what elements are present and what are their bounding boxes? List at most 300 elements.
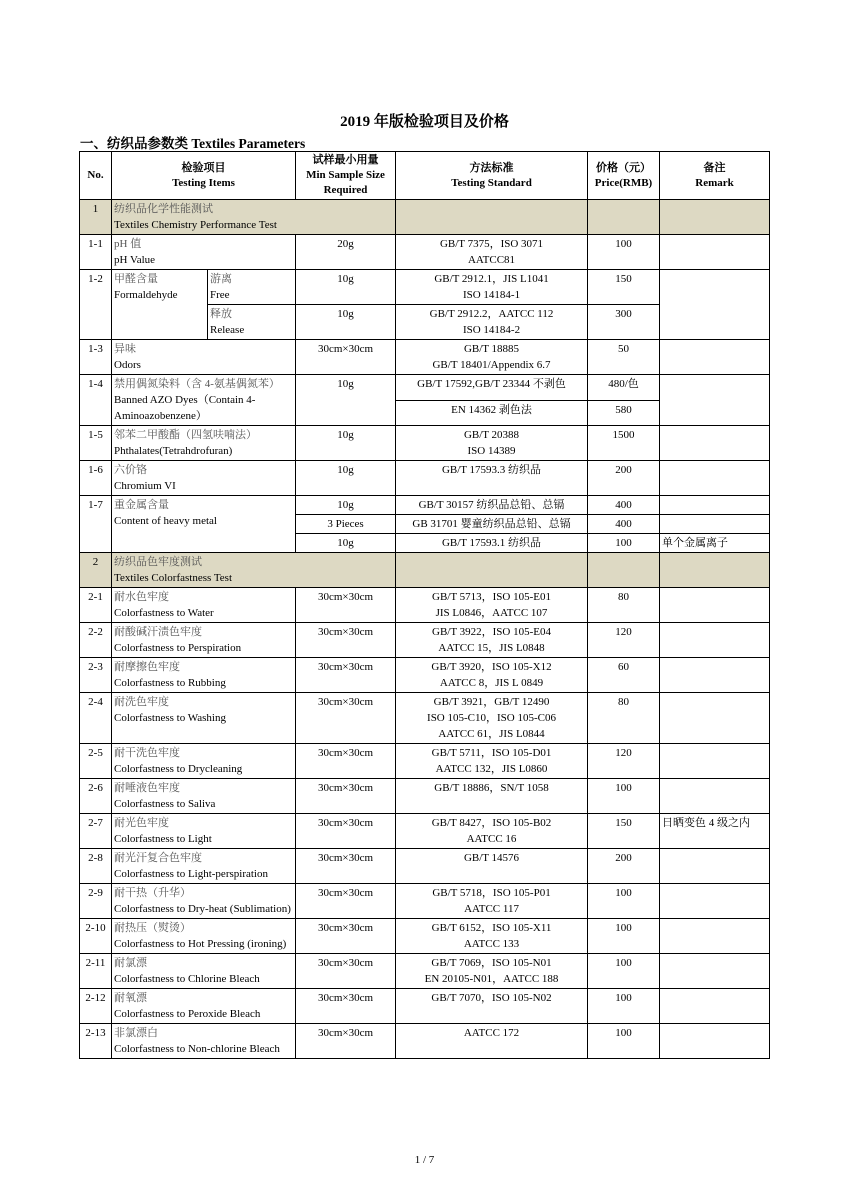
standard-line: EN 14362 剥色法: [451, 403, 532, 416]
item-name: [112, 814, 296, 849]
standard-line: GB/T 18886，SN/T 1058: [434, 782, 549, 794]
row-no-text: 1-3: [88, 343, 103, 355]
standard-line: AATCC 172: [463, 1027, 520, 1039]
testing-standard: [396, 235, 588, 270]
sample-size-text: 30cm×30cm: [317, 626, 374, 638]
header-price: 价格（元） Price(RMB): [588, 152, 660, 200]
item-name-zh: 耐氯漂: [114, 957, 147, 969]
standard-line: GB/T 17592,GB/T 23344 不剥色: [417, 378, 566, 390]
sample-size: [296, 461, 396, 496]
standard-line: ISO 14389: [467, 445, 516, 457]
item-name-zh: 六价铬: [114, 464, 147, 476]
item-name: [112, 779, 296, 814]
price: [588, 919, 660, 954]
group-title: [112, 200, 396, 235]
row-no-text: 2-6: [88, 782, 103, 794]
price-text: 400: [615, 518, 632, 530]
row-no-text: 2-8: [88, 852, 103, 864]
standard-line: AATCC 16: [466, 833, 517, 845]
price: [588, 954, 660, 989]
standard-line: ISO 105-C10，ISO 105-C06: [427, 712, 556, 724]
row-no: [80, 270, 112, 340]
sample-size-text: 30cm×30cm: [317, 782, 374, 794]
remark: [660, 461, 770, 496]
item-name-zh: 耐干洗色牢度: [114, 747, 180, 759]
item-name-en: pH Value: [114, 254, 156, 266]
item-name-zh: 重金属含量: [114, 499, 169, 511]
row-no-text: 2-11: [85, 957, 106, 969]
standard-line: GB/T 2912.1，JIS L1041: [434, 273, 549, 285]
remark: [660, 954, 770, 989]
remark: [660, 496, 770, 515]
sample-size: [296, 588, 396, 623]
testing-standard: [396, 515, 588, 534]
standard-line: AATCC 15，JIS L0848: [438, 642, 545, 654]
row-no: [80, 235, 112, 270]
table-row: [80, 658, 770, 693]
sample-size: [296, 744, 396, 779]
group-title-en: Textiles Chemistry Performance Test: [114, 219, 277, 231]
standard-line: ISO 14184-1: [462, 289, 521, 301]
testing-standard: [396, 270, 588, 305]
remark: [660, 375, 770, 426]
sample-size-text: 10g: [337, 464, 354, 476]
sub-item-zh: 释放: [210, 308, 232, 320]
row-no-text: 2-3: [88, 661, 103, 673]
table-row: [80, 814, 770, 849]
remark: [660, 623, 770, 658]
sample-size-text: 30cm×30cm: [317, 992, 374, 1004]
sample-size: [296, 814, 396, 849]
item-name: [112, 658, 296, 693]
testing-standard: [396, 461, 588, 496]
standard-line: GB/T 3921，GB/T 12490: [433, 696, 550, 708]
item-name-zh: 耐光色牢度: [114, 817, 169, 829]
table-row: [80, 270, 770, 305]
remark-text: 日晒变色 4 级之内: [662, 817, 751, 829]
table-row: [80, 884, 770, 919]
testing-standard: [396, 849, 588, 884]
table-row: [80, 693, 770, 744]
standard-line: GB/T 17593.3 纺织品: [441, 464, 542, 476]
row-no: [80, 496, 112, 553]
testing-standard: [396, 496, 588, 515]
item-name-zh: 耐水色牢度: [114, 591, 169, 603]
price: [588, 744, 660, 779]
testing-standard: [396, 779, 588, 814]
testing-standard: [396, 744, 588, 779]
header-remark: 备注 Remark: [660, 152, 770, 200]
header-testing-standard: 方法标准 Testing Standard: [396, 152, 588, 200]
remark: [660, 884, 770, 919]
standard-line: EN 20105-N01，AATCC 188: [424, 973, 559, 985]
standard-line: JIS L0846，AATCC 107: [435, 607, 548, 619]
row-no: [80, 1024, 112, 1059]
price: [588, 534, 660, 553]
row-no-text: 1-2: [88, 273, 103, 285]
sample-size-text: 10g: [337, 429, 354, 441]
testing-standard: [396, 375, 588, 401]
standard-line: GB/T 14576: [463, 852, 520, 864]
remark: [660, 515, 770, 534]
item-name-en: Colorfastness to Saliva: [114, 798, 216, 810]
table-row: [80, 496, 770, 515]
row-no: [80, 693, 112, 744]
item-name-en: Chromium VI: [114, 480, 176, 492]
sample-size: [296, 270, 396, 305]
sample-size: [296, 375, 396, 426]
item-name-zh: pH 值: [114, 238, 142, 250]
price-text: 480/色: [608, 378, 639, 390]
item-name-en: Colorfastness to Water: [114, 607, 214, 619]
row-no-text: 2-5: [88, 747, 103, 759]
testing-standard: [396, 426, 588, 461]
item-name: [112, 623, 296, 658]
page-number: 1 / 7: [414, 1154, 435, 1166]
standard-line: ISO 14184-2: [462, 324, 521, 336]
item-name-en: Colorfastness to Peroxide Bleach: [114, 1008, 261, 1020]
sample-size-text: 10g: [337, 273, 354, 285]
testing-standard: [396, 588, 588, 623]
price-text: 100: [615, 537, 632, 549]
price: [588, 461, 660, 496]
price: [588, 1024, 660, 1059]
row-no-text: 2-4: [88, 696, 103, 708]
item-name-en: Colorfastness to Rubbing: [114, 677, 226, 689]
row-no: [80, 461, 112, 496]
item-name-en: Formaldehyde: [114, 289, 178, 301]
item-name: [112, 588, 296, 623]
sample-size-text: 30cm×30cm: [317, 747, 374, 759]
testing-standard: [396, 658, 588, 693]
remark: [660, 588, 770, 623]
row-no-text: 2-13: [85, 1027, 106, 1039]
price-text: 100: [615, 957, 632, 969]
price-text: 100: [615, 782, 632, 794]
price: [588, 270, 660, 305]
sub-item-zh: 游离: [210, 273, 232, 285]
price: [588, 779, 660, 814]
item-name-zh: 异味: [114, 343, 136, 355]
item-name-en: Colorfastness to Perspiration: [114, 642, 242, 654]
group-row: [80, 553, 770, 588]
row-no-text: 1-5: [88, 429, 103, 441]
item-name: [112, 989, 296, 1024]
group-empty: [660, 200, 770, 235]
remark: [660, 426, 770, 461]
group-empty: [396, 200, 588, 235]
price-table: [79, 151, 770, 1059]
price: [588, 693, 660, 744]
table-row: [80, 1024, 770, 1059]
standard-line: GB/T 7069，ISO 105-N01: [431, 957, 552, 969]
group-empty: [660, 553, 770, 588]
price-text: 100: [615, 238, 632, 250]
item-name-en: Colorfastness to Light-perspiration: [114, 868, 268, 880]
row-no-text: 2-9: [88, 887, 103, 899]
standard-line: GB/T 3922，ISO 105-E04: [432, 626, 551, 638]
price-text: 120: [615, 626, 632, 638]
sample-size: [296, 426, 396, 461]
testing-standard: [396, 693, 588, 744]
item-name-en: Colorfastness to Washing: [114, 712, 226, 724]
item-name: [112, 693, 296, 744]
table-header: [80, 152, 770, 200]
row-no: [80, 954, 112, 989]
sample-size: [296, 235, 396, 270]
group-row: [80, 200, 770, 235]
sample-size: [296, 340, 396, 375]
price: [588, 588, 660, 623]
price: [588, 884, 660, 919]
row-no: [80, 989, 112, 1024]
row-no: [80, 779, 112, 814]
row-no-text: 2-1: [88, 591, 103, 603]
item-name: [112, 340, 296, 375]
group-no-text: 1: [92, 203, 99, 215]
table-row: [80, 919, 770, 954]
price-text: 100: [615, 992, 632, 1004]
sample-size-text: 30cm×30cm: [317, 591, 374, 603]
sample-size: [296, 779, 396, 814]
sample-size-text: 10g: [337, 499, 354, 511]
remark: [660, 235, 770, 270]
table-row: [80, 744, 770, 779]
price-text: 80: [618, 591, 630, 603]
item-name-zh: 非氯漂白: [114, 1027, 158, 1039]
price-text: 400: [615, 499, 632, 511]
table-row: [80, 461, 770, 496]
price: [588, 814, 660, 849]
item-name-zh: 耐干热（升华）: [114, 887, 191, 899]
item-name: [112, 270, 208, 340]
price-text: 60: [618, 661, 630, 673]
standard-line: GB/T 6152，ISO 105-X11: [431, 922, 552, 934]
price-text: 80: [618, 696, 630, 708]
sample-size-text: 10g: [337, 308, 354, 320]
item-name-zh: 耐洗色牢度: [114, 696, 169, 708]
sample-size-text: 30cm×30cm: [317, 887, 374, 899]
item-name-en: Colorfastness to Light: [114, 833, 212, 845]
remark: [660, 989, 770, 1024]
standard-line: GB/T 5711，ISO 105-D01: [431, 747, 552, 759]
price-text: 200: [615, 852, 632, 864]
row-no: [80, 623, 112, 658]
sample-size: [296, 515, 396, 534]
item-name: [112, 744, 296, 779]
price: [588, 515, 660, 534]
sample-size: [296, 884, 396, 919]
row-no-text: 2-10: [85, 922, 106, 934]
standard-line: GB/T 7070，ISO 105-N02: [431, 992, 552, 1004]
item-name-zh: 耐光汗复合色牢度: [114, 852, 202, 864]
item-name-zh: 耐唾液色牢度: [114, 782, 180, 794]
table-row: [80, 989, 770, 1024]
testing-standard: [396, 1024, 588, 1059]
sample-size-text: 30cm×30cm: [317, 696, 374, 708]
section-title: 一、纺织品参数类 Textiles Parameters: [80, 136, 306, 151]
row-no-text: 2-2: [88, 626, 103, 638]
row-no: [80, 426, 112, 461]
sample-size-text: 3 Pieces: [327, 518, 364, 530]
testing-standard: [396, 919, 588, 954]
testing-standard: [396, 623, 588, 658]
sub-item-en: Release: [210, 324, 245, 336]
item-name-en: Colorfastness to Chlorine Bleach: [114, 973, 260, 985]
standard-line: GB 31701 婴童纺织品总铅、总镉: [412, 518, 571, 530]
item-name: [112, 235, 296, 270]
testing-standard: [396, 400, 588, 426]
price-text: 100: [615, 922, 632, 934]
item-name-en: Phthalates(Tetrahdrofuran): [114, 445, 233, 457]
row-no-text: 2-7: [88, 817, 103, 829]
item-name: [112, 426, 296, 461]
remark: [660, 779, 770, 814]
testing-standard: [396, 305, 588, 340]
item-name: [112, 884, 296, 919]
standard-line: AATCC 117: [464, 903, 519, 915]
sample-size: [296, 305, 396, 340]
standard-line: GB/T 20388: [463, 429, 520, 441]
item-name-zh: 耐氧漂: [114, 992, 147, 1004]
standard-line: GB/T 2912.2，AATCC 112: [429, 308, 554, 320]
sample-size: [296, 693, 396, 744]
standard-line: GB/T 30157 纺织品总铅、总镉: [418, 499, 565, 511]
document-title: 2019 年版检验项目及价格: [340, 114, 509, 130]
price: [588, 623, 660, 658]
item-name-zh: 邻苯二甲酸酯（四氢呋喃法）: [114, 429, 257, 441]
remark: [660, 919, 770, 954]
item-name: [112, 461, 296, 496]
standard-line: GB/T 8427，ISO 105-B02: [431, 817, 552, 829]
table-row: [80, 375, 770, 401]
price-text: 120: [615, 747, 632, 759]
group-no-text: 2: [92, 556, 99, 568]
price-text: 100: [615, 887, 632, 899]
item-name-zh: 耐酸碱汗渍色牢度: [114, 626, 202, 638]
remark: [660, 658, 770, 693]
standard-line: AATCC 8，JIS L 0849: [439, 677, 544, 689]
testing-standard: [396, 884, 588, 919]
sub-item-en: Free: [210, 289, 230, 301]
table-row: [80, 340, 770, 375]
price-text: 150: [615, 273, 632, 285]
table-row: [80, 426, 770, 461]
item-name-zh: 禁用偶氮染料（含 4-氨基偶氮苯）: [114, 378, 280, 390]
price-text: 50: [618, 343, 630, 355]
table-row: [80, 235, 770, 270]
sample-size-text: 30cm×30cm: [317, 852, 374, 864]
sample-size-text: 30cm×30cm: [317, 957, 374, 969]
sample-size-text: 30cm×30cm: [317, 817, 374, 829]
table-row: [80, 623, 770, 658]
sample-size-text: 10g: [337, 378, 354, 390]
group-title-en: Textiles Colorfastness Test: [114, 572, 233, 584]
table-row: [80, 588, 770, 623]
item-name-zh: 甲醛含量: [114, 273, 158, 285]
item-name-zh: 耐摩擦色牢度: [114, 661, 180, 673]
item-name: [112, 375, 296, 426]
price-text: 100: [615, 1027, 632, 1039]
standard-line: AATCC 133: [463, 938, 520, 950]
row-no: [80, 884, 112, 919]
sample-size: [296, 989, 396, 1024]
standard-line: AATCC81: [467, 254, 516, 266]
sample-size: [296, 849, 396, 884]
item-name-en: Odors: [114, 359, 141, 371]
standard-line: GB/T 18401/Appendix 6.7: [432, 359, 551, 371]
sample-size-text: 30cm×30cm: [317, 343, 374, 355]
price: [588, 989, 660, 1024]
sample-size: [296, 1024, 396, 1059]
remark: [660, 849, 770, 884]
item-name: [112, 496, 296, 553]
testing-standard: [396, 989, 588, 1024]
sample-size-text: 30cm×30cm: [317, 922, 374, 934]
price-text: 300: [615, 308, 632, 320]
price-text: 1500: [612, 429, 635, 441]
row-no: [80, 919, 112, 954]
price: [588, 658, 660, 693]
testing-standard: [396, 340, 588, 375]
price: [588, 305, 660, 340]
header-sample-size: 试样最小用量 Min Sample Size Required: [296, 152, 396, 200]
remark: [660, 744, 770, 779]
item-name-en: Content of heavy metal: [114, 515, 217, 527]
sample-size-text: 30cm×30cm: [317, 1027, 374, 1039]
item-name-en: Colorfastness to Non-chlorine Bleach: [114, 1043, 280, 1055]
price: [588, 849, 660, 884]
standard-line: AATCC 132，JIS L0860: [435, 763, 548, 775]
item-name-en: Colorfastness to Drycleaning: [114, 763, 243, 775]
header-testing-items: 检验项目 Testing Items: [112, 152, 296, 200]
row-no-text: 1-1: [88, 238, 103, 250]
table-row: [80, 954, 770, 989]
remark: [660, 340, 770, 375]
group-title: [112, 553, 396, 588]
price: [588, 340, 660, 375]
testing-standard: [396, 954, 588, 989]
remark: [660, 693, 770, 744]
price-text: 200: [615, 464, 632, 476]
standard-line: GB/T 18885: [463, 343, 520, 355]
row-no: [80, 744, 112, 779]
item-name: [112, 849, 296, 884]
price: [588, 235, 660, 270]
item-name: [112, 954, 296, 989]
testing-standard: [396, 534, 588, 553]
standard-line: GB/T 5713，ISO 105-E01: [432, 591, 551, 603]
item-name-zh: 耐热压（熨烫）: [114, 922, 191, 934]
item-name: [112, 1024, 296, 1059]
item-name-en: Colorfastness to Hot Pressing (ironing): [114, 938, 287, 950]
standard-line: AATCC 61，JIS L0844: [438, 728, 545, 740]
row-no: [80, 849, 112, 884]
sub-item: [208, 270, 296, 305]
price-text: 150: [615, 817, 632, 829]
standard-line: GB/T 17593.1 纺织品: [441, 537, 542, 549]
header-no: No.: [80, 152, 112, 200]
row-no-text: 1-6: [88, 464, 103, 476]
remark: [660, 534, 770, 553]
sample-size: [296, 954, 396, 989]
sample-size: [296, 919, 396, 954]
sample-size: [296, 496, 396, 515]
remark: [660, 1024, 770, 1059]
row-no: [80, 588, 112, 623]
sample-size: [296, 534, 396, 553]
group-no: [80, 200, 112, 235]
